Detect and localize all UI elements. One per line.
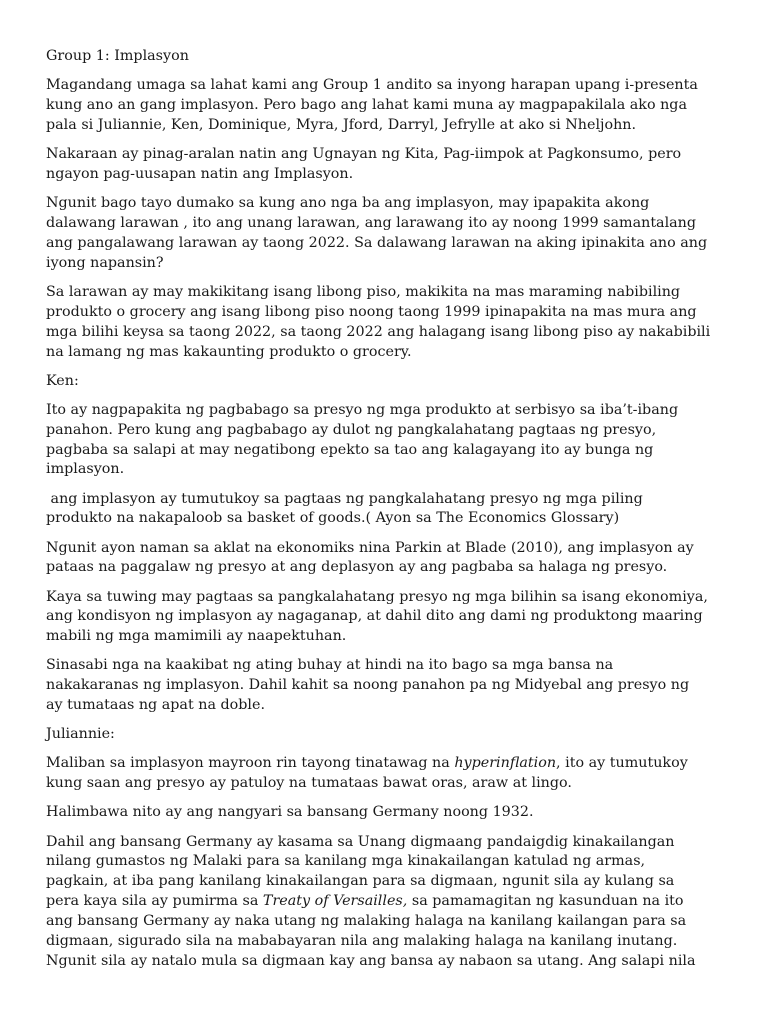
speaker-label [46, 725, 736, 745]
text-run: implasyon. [46, 461, 125, 478]
text-line [46, 96, 736, 116]
text-line [46, 323, 736, 343]
text-line [46, 283, 736, 303]
text-line [46, 460, 736, 480]
text-line [46, 754, 736, 774]
text-run: digmaan, sigurado sila na mababayaran nila ang malaking halaga na kanilang inutang. [46, 933, 678, 950]
text-line [46, 303, 736, 323]
text-run: nakakaranas ng implasyon. Dahil kahit sa noong panahon pa ng Midyebal ang presyo ng [46, 677, 690, 694]
paragraph [46, 194, 736, 274]
text-run: Ngunit ayon naman sa aklat na ekonomiks nina Parkin at Blade (2010), ang implasyon ay [46, 539, 694, 556]
text-run: Dahil ang bansang Germany ay kasama sa Unang digmaang pandaigdig kinakailangan [46, 833, 675, 850]
text-run: pataas na paggalaw ng presyo at ang deplasyon ay ang pagbaba sa halaga ng presyo. [46, 559, 668, 576]
text-run: ay tumataas ng apat na doble. [46, 697, 266, 714]
text-line [46, 852, 736, 872]
text-line [46, 725, 736, 745]
text-run: Sinasabi nga na kaakibat ng ating buhay at hindi na ito bago sa mga bansa na [46, 657, 614, 674]
text-line [46, 774, 736, 794]
text-line [46, 76, 736, 96]
text-line [46, 932, 736, 952]
text-run: pala si Juliannie, Ken, Dominique, Myra, Jford, Darryl, Jefrylle at ako si Nheljohn. [46, 116, 637, 133]
text-run: Ngunit bago tayo dumako sa kung ano nga ba ang implasyon, may ipapakita akong [46, 195, 650, 211]
text-run: ang bansang Germany ay naka utang ng malaking halaga na kanilang kailangan para sa [46, 913, 687, 930]
paragraph [46, 656, 736, 716]
text-line [46, 165, 736, 185]
paragraph [46, 588, 736, 648]
paragraph [46, 76, 736, 136]
text-run: pagbaba sa salapi at may negatibong epekto sa tao ang kalagayang ito ay bunga ng [46, 441, 654, 458]
text-run: iyong napansin? [46, 254, 164, 271]
text-line [46, 803, 736, 823]
text-line [46, 234, 736, 254]
text-run: Ken: [46, 372, 79, 389]
text-line [46, 627, 736, 647]
text-line [46, 607, 736, 627]
text-line [46, 872, 736, 892]
text-run: ngayon pag-uusapan natin ang Implasyon. [46, 165, 354, 182]
text-line [46, 892, 736, 912]
text-run: Juliannie: [46, 726, 115, 743]
text-line [46, 539, 736, 559]
text-line [46, 47, 736, 67]
text-run: kung ano an gang implasyon. Pero bago ang lahat kami muna ay magpapakilala ako nga [46, 97, 687, 113]
text-line [46, 372, 736, 392]
text-run: nilang gumastos ng Malaki para sa kanilang mga kinakailangan katulad ng armas, [46, 853, 646, 870]
text-line [46, 116, 736, 136]
text-line [46, 145, 736, 165]
text-run: Group 1: Implasyon [46, 48, 189, 64]
text-line [46, 441, 736, 461]
text-line [46, 696, 736, 716]
text-run: Halimbawa nito ay ang nangyari sa bansang Germany noong 1932. [46, 804, 534, 821]
document-page [46, 47, 736, 981]
text-run: pera kaya sila ay pumirma sa [46, 893, 263, 910]
text-line [46, 676, 736, 696]
text-run: ang implasyon ay tumutukoy sa pagtaas ng pangkalahatang presyo ng mga piling [46, 490, 643, 507]
text-line [46, 952, 736, 972]
paragraph [46, 754, 736, 794]
text-line [46, 490, 736, 510]
text-run: kung saan ang presyo ay patuloy na tumataas bawat oras, araw at lingo. [46, 775, 572, 792]
text-run: ang kondisyon ng implasyon ay nagaganap, at dahil dito ang dami ng produktong maaring [46, 608, 703, 625]
text-run: Ngunit sila ay natalo mula sa digmaan kay ang bansa ay nabaon sa utang. Ang salapi nila [46, 952, 696, 969]
speaker-label [46, 372, 736, 392]
text-line [46, 254, 736, 274]
text-run: na lamang ng mas kakaunting produkto o grocery. [46, 343, 412, 360]
text-run: pagkain, at iba pang kanilang kinakailangan para sa digmaan, ngunit sila ay kulang sa [46, 873, 675, 890]
text-line [46, 343, 736, 363]
text-run: panahon. Pero kung ang pagbabago ay dulot ng pangkalahatang pagtaas ng presyo, [46, 421, 657, 438]
text-run: produkto o grocery ang isang libong piso noong taong 1999 ipinapakita na mas mura ang [46, 303, 697, 320]
paragraph [46, 401, 736, 481]
italic-term: hyperinflation [454, 755, 557, 772]
text-line [46, 588, 736, 608]
text-run: Maliban sa implasyon mayroon rin tayong tinatawag na [46, 755, 455, 772]
paragraph [46, 283, 736, 363]
text-line [46, 912, 736, 932]
text-run: sa pamamagitan ng kasunduan na ito [407, 893, 684, 910]
text-run: ang pangalawang larawan ay taong 2022. Sa dalawang larawan na aking ipinakita ano ang [46, 234, 708, 251]
text-line [46, 656, 736, 676]
text-line [46, 214, 736, 234]
text-run: Ito ay nagpapakita ng pagbabago sa presyo ng mga produkto at serbisyo sa iba’t-ibang [46, 401, 679, 418]
paragraph [46, 539, 736, 579]
text-run: Magandang umaga sa lahat kami ang Group 1 andito sa inyong harapan upang i-presenta [46, 77, 698, 94]
document-heading [46, 47, 736, 67]
text-line [46, 401, 736, 421]
text-line [46, 194, 736, 214]
text-line [46, 421, 736, 441]
text-run: mabili ng mga mamimili ay naapektuhan. [46, 628, 347, 645]
text-line [46, 509, 736, 529]
paragraph [46, 145, 736, 185]
text-run: dalawang larawan , ito ang unang larawan, ang larawang ito ay noong 1999 samantalang [46, 214, 697, 231]
text-line [46, 558, 736, 578]
text-run: produkto na nakapaloob sa basket of goods.( Ayon sa The Economics Glossary) [46, 510, 620, 527]
paragraph [46, 833, 736, 972]
italic-term: Treaty of Versailles, [262, 893, 408, 910]
text-run: mga bilihi keysa sa taong 2022, sa taong 2022 ang halagang isang libong piso ay nakabibili [46, 323, 711, 340]
paragraph [46, 803, 736, 823]
text-run: Sa larawan ay may makikitang isang libong piso, makikita na mas maraming nabibiling [46, 283, 681, 300]
text-run: Nakaraan ay pinag-aralan natin ang Ugnayan ng Kita, Pag-iimpok at Pagkonsumo, pero [46, 146, 682, 162]
text-run: , ito ay tumutukoy [556, 755, 688, 772]
text-run: Kaya sa tuwing may pagtaas sa pangkalahatang presyo ng mga bilihin sa isang ekonomiya, [46, 588, 708, 605]
paragraph [46, 490, 736, 530]
text-line [46, 833, 736, 853]
